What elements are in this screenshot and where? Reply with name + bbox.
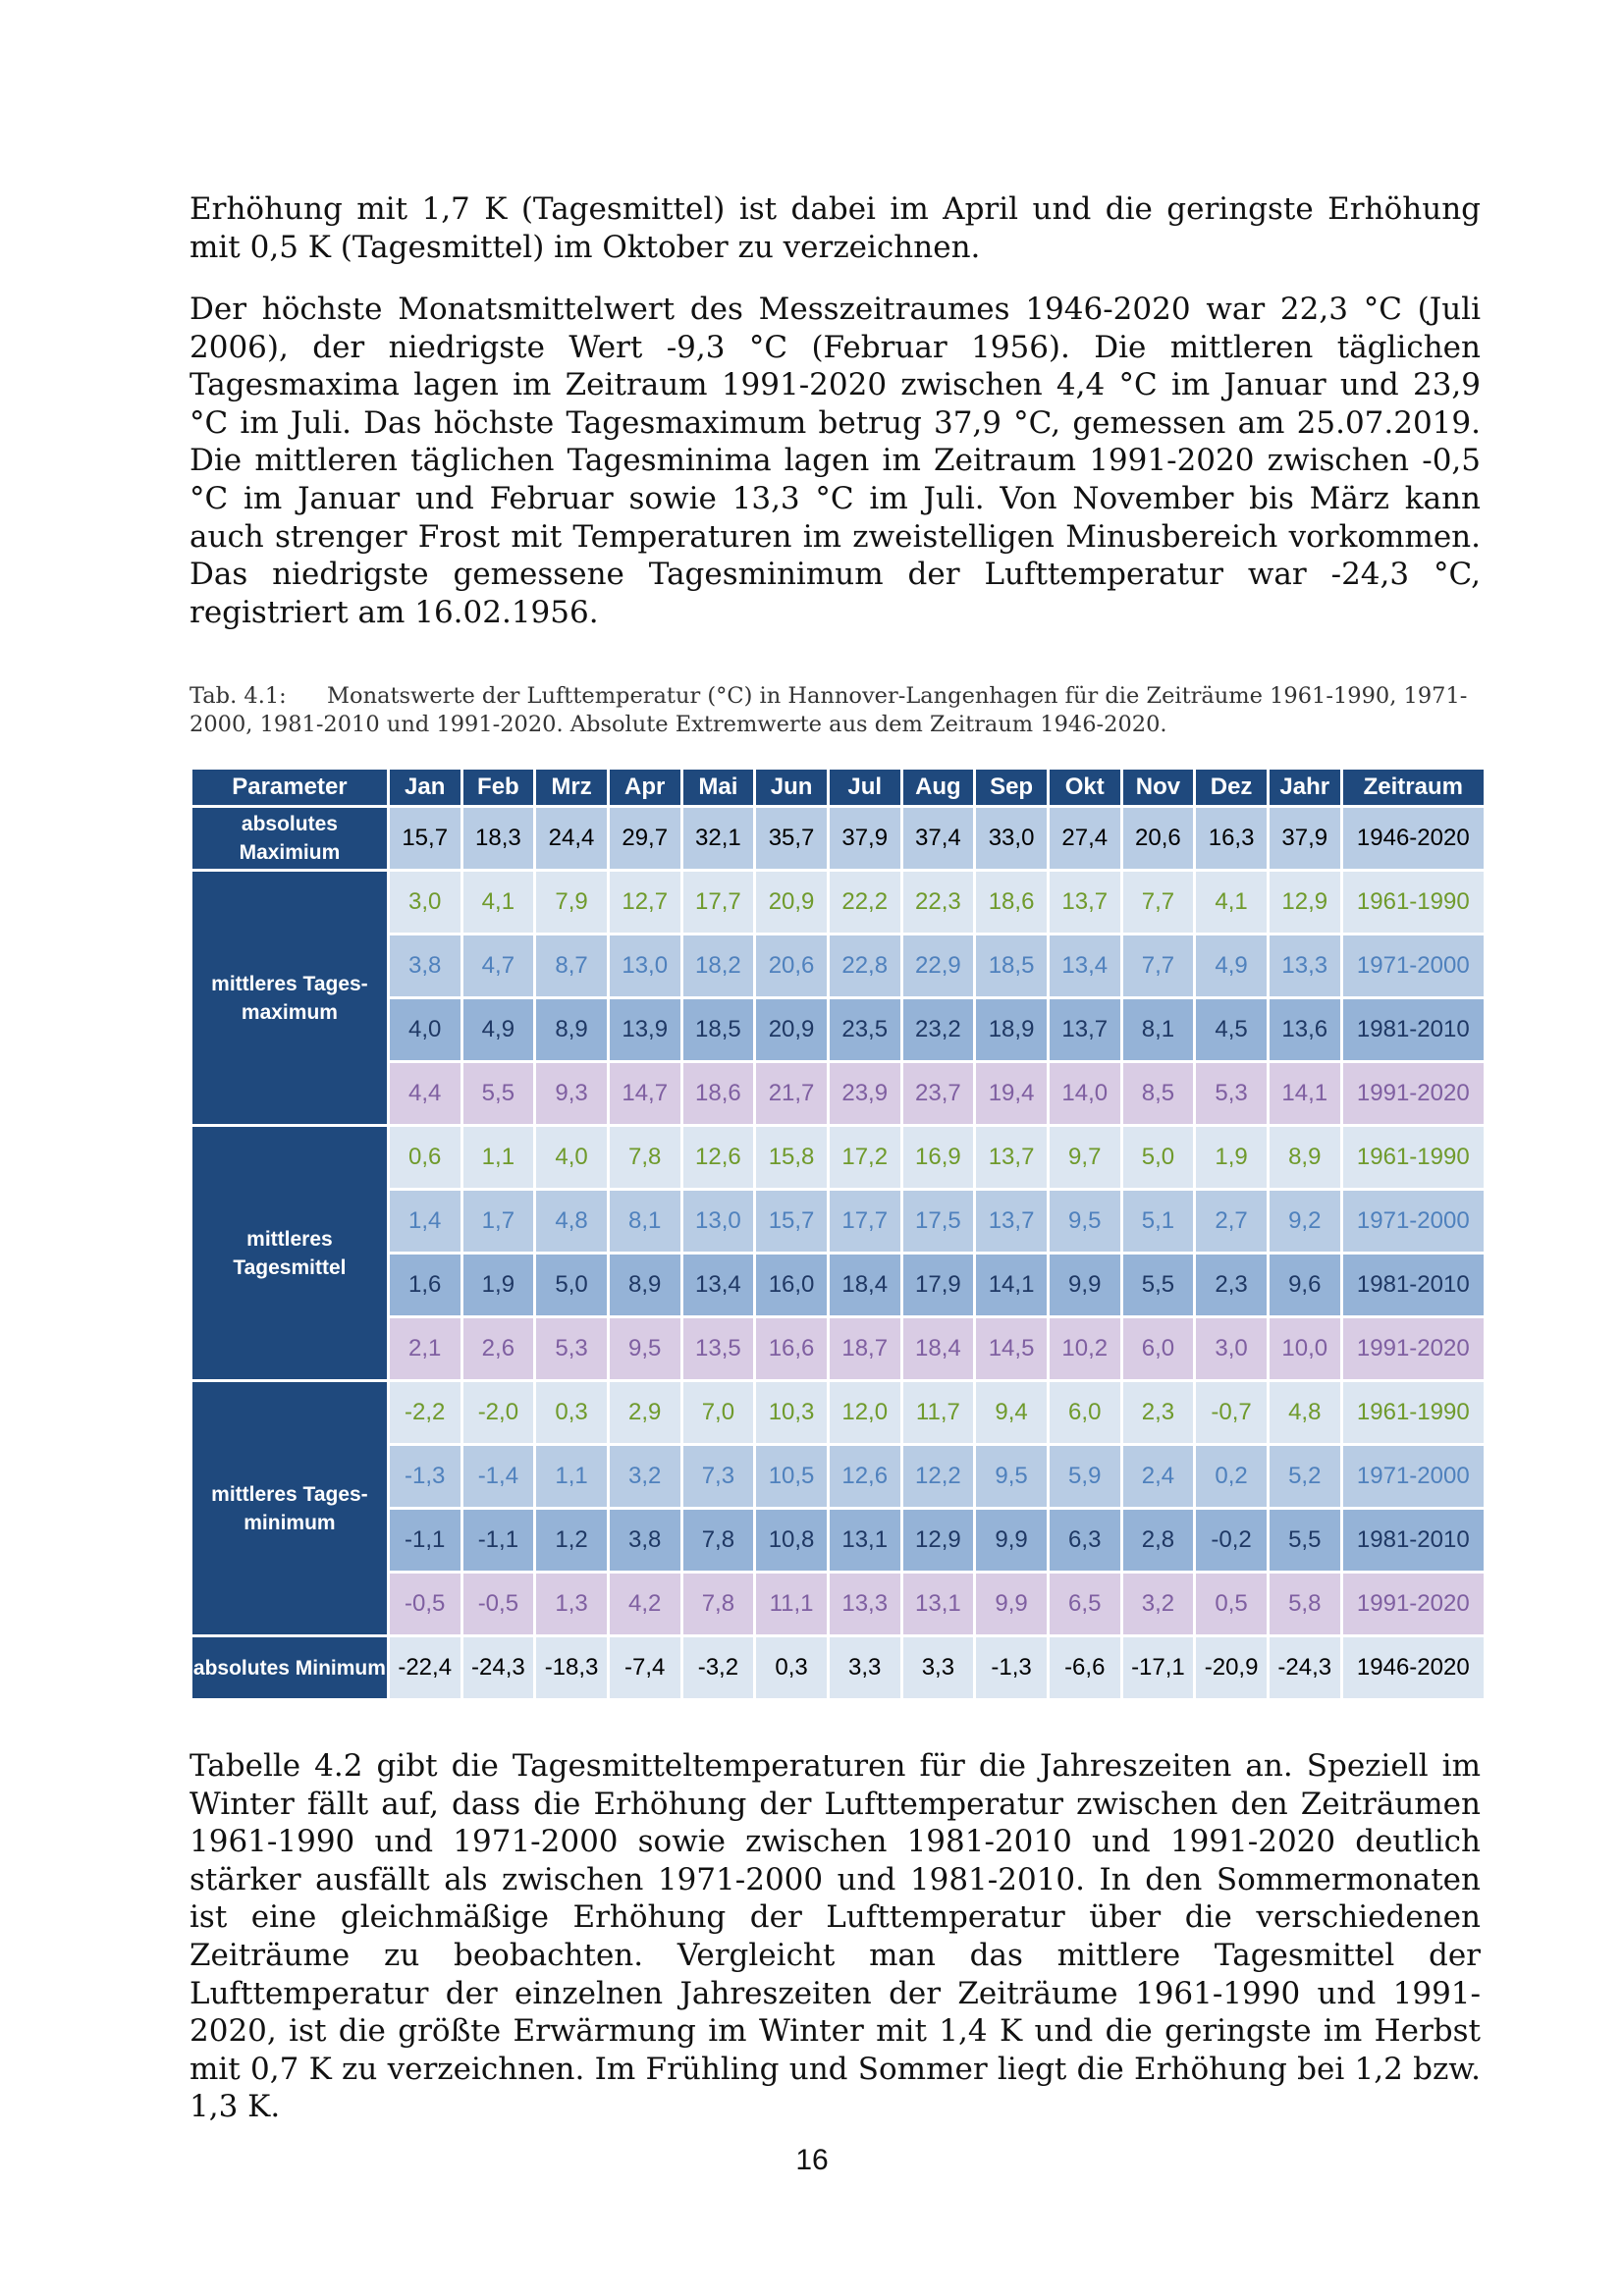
value-cell: 4,0 xyxy=(536,1127,607,1188)
group-label: mittleres Tages-minimum xyxy=(192,1382,387,1634)
table-row xyxy=(192,872,1484,933)
value-cell: 1,3 xyxy=(536,1574,607,1634)
header-cell: Parameter xyxy=(192,770,387,805)
value-cell: 5,9 xyxy=(1050,1446,1120,1507)
period-cell: 1961-1990 xyxy=(1343,1382,1484,1443)
header-cell: Feb xyxy=(463,770,534,805)
value-cell: -2,0 xyxy=(463,1382,534,1443)
value-cell: 17,7 xyxy=(683,872,754,933)
value-cell: 20,6 xyxy=(756,935,827,996)
value-cell: 2,1 xyxy=(390,1318,460,1379)
value-cell: 3,3 xyxy=(830,1637,900,1698)
value-cell: 10,3 xyxy=(756,1382,827,1443)
value-cell: 22,8 xyxy=(830,935,900,996)
caption-label: Tab. 4.1: xyxy=(189,683,287,709)
period-cell: 1946-2020 xyxy=(1343,1637,1484,1698)
value-cell: 4,1 xyxy=(463,872,534,933)
value-cell: 8,1 xyxy=(1123,999,1194,1060)
value-cell: 18,9 xyxy=(976,999,1047,1060)
value-cell: 5,0 xyxy=(536,1255,607,1315)
value-cell: 13,3 xyxy=(830,1574,900,1634)
value-cell: 9,6 xyxy=(1270,1255,1340,1315)
value-cell: -0,5 xyxy=(390,1574,460,1634)
value-cell: 17,5 xyxy=(903,1191,974,1252)
value-cell: 13,4 xyxy=(1050,935,1120,996)
value-cell: 3,0 xyxy=(390,872,460,933)
value-cell: 1,4 xyxy=(390,1191,460,1252)
value-cell: 20,9 xyxy=(756,872,827,933)
value-cell: 16,3 xyxy=(1196,808,1267,869)
header-cell: Nov xyxy=(1123,770,1194,805)
value-cell: 0,3 xyxy=(536,1382,607,1443)
value-cell: 18,5 xyxy=(683,999,754,1060)
value-cell: 11,1 xyxy=(756,1574,827,1634)
value-cell: 7,7 xyxy=(1123,872,1194,933)
value-cell: 32,1 xyxy=(683,808,754,869)
value-cell: 37,9 xyxy=(1270,808,1340,869)
value-cell: 18,4 xyxy=(830,1255,900,1315)
caption-text: Monatswerte der Lufttemperatur (°C) in Hannover-Langenhagen für die Zeiträume 1961-1990, 1971-2000, 1981-2010 und 1991-2020. Absolute Extremwerte aus dem Zeitraum 1946-2020. xyxy=(189,683,1468,737)
value-cell: -0,5 xyxy=(463,1574,534,1634)
value-cell: 16,9 xyxy=(903,1127,974,1188)
value-cell: 4,1 xyxy=(1196,872,1267,933)
value-cell: 4,5 xyxy=(1196,999,1267,1060)
value-cell: -1,3 xyxy=(390,1446,460,1507)
value-cell: 2,6 xyxy=(463,1318,534,1379)
value-cell: -24,3 xyxy=(463,1637,534,1698)
value-cell: 33,0 xyxy=(976,808,1047,869)
value-cell: 8,7 xyxy=(536,935,607,996)
value-cell: -17,1 xyxy=(1123,1637,1194,1698)
value-cell: 5,5 xyxy=(463,1063,534,1124)
value-cell: 37,4 xyxy=(903,808,974,869)
value-cell: 21,7 xyxy=(756,1063,827,1124)
value-cell: 9,9 xyxy=(976,1574,1047,1634)
value-cell: 4,9 xyxy=(463,999,534,1060)
value-cell: 3,3 xyxy=(903,1637,974,1698)
value-cell: 1,9 xyxy=(463,1255,534,1315)
value-cell: 9,5 xyxy=(610,1318,680,1379)
table-caption xyxy=(189,682,1481,739)
value-cell: 12,0 xyxy=(830,1382,900,1443)
table-row xyxy=(192,1382,1484,1443)
period-cell: 1981-2010 xyxy=(1343,1510,1484,1571)
value-cell: 3,0 xyxy=(1196,1318,1267,1379)
value-cell: 13,7 xyxy=(976,1127,1047,1188)
value-cell: 9,5 xyxy=(976,1446,1047,1507)
value-cell: 23,2 xyxy=(903,999,974,1060)
value-cell: 14,5 xyxy=(976,1318,1047,1379)
value-cell: 2,3 xyxy=(1123,1382,1194,1443)
value-cell: -18,3 xyxy=(536,1637,607,1698)
period-cell: 1991-2020 xyxy=(1343,1574,1484,1634)
value-cell: 12,6 xyxy=(683,1127,754,1188)
value-cell: 3,2 xyxy=(1123,1574,1194,1634)
value-cell: 1,1 xyxy=(536,1446,607,1507)
value-cell: 4,0 xyxy=(390,999,460,1060)
value-cell: 15,7 xyxy=(756,1191,827,1252)
period-cell: 1971-2000 xyxy=(1343,935,1484,996)
value-cell: -0,2 xyxy=(1196,1510,1267,1571)
period-cell: 1981-2010 xyxy=(1343,1255,1484,1315)
header-cell: Sep xyxy=(976,770,1047,805)
value-cell: 15,8 xyxy=(756,1127,827,1188)
period-cell: 1981-2010 xyxy=(1343,999,1484,1060)
value-cell: 18,6 xyxy=(976,872,1047,933)
value-cell: 29,7 xyxy=(610,808,680,869)
value-cell: 12,6 xyxy=(830,1446,900,1507)
value-cell: 37,9 xyxy=(830,808,900,869)
value-cell: 5,0 xyxy=(1123,1127,1194,1188)
value-cell: 17,7 xyxy=(830,1191,900,1252)
value-cell: 16,6 xyxy=(756,1318,827,1379)
value-cell: 8,1 xyxy=(610,1191,680,1252)
value-cell: 14,0 xyxy=(1050,1063,1120,1124)
value-cell: 18,6 xyxy=(683,1063,754,1124)
value-cell: 13,7 xyxy=(1050,872,1120,933)
value-cell: 7,0 xyxy=(683,1382,754,1443)
value-cell: 0,3 xyxy=(756,1637,827,1698)
paragraph-mid: Der höchste Monatsmittelwert des Messzeitraumes 1946-2020 war 22,3 °C (Juli 2006), der niedrigste Wert -9,3 °C (Februar 1956). Die mittleren täglichen Tagesmaxima lagen im Zeitraum 1991-2020 zwischen 4,4 °C im Januar und 23,9 °C im Juli. Das höchste Tagesmaximum betrug 37,9 °C, gemessen am 25.07.2019. Die mittleren täglichen Tagesminima lagen im Zeitraum 1991-2020 zwischen -0,5 °C im Januar und Februar sowie 13,3 °C im Juli. Von November bis März kann auch strenger Frost mit Temperaturen im zweistelligen Minusbereich vorkommen. Das niedrigste gemessene Tagesminimum der Lufttemperatur war -24,3 °C, registriert am 16.02.1956. xyxy=(189,292,1481,630)
value-cell: 12,7 xyxy=(610,872,680,933)
value-cell: 3,8 xyxy=(390,935,460,996)
period-cell: 1991-2020 xyxy=(1343,1063,1484,1124)
value-cell: 14,1 xyxy=(976,1255,1047,1315)
value-cell: 18,2 xyxy=(683,935,754,996)
table-header-row xyxy=(192,770,1484,805)
value-cell: 8,9 xyxy=(1270,1127,1340,1188)
value-cell: 13,0 xyxy=(683,1191,754,1252)
period-cell: 1961-1990 xyxy=(1343,872,1484,933)
value-cell: 27,4 xyxy=(1050,808,1120,869)
value-cell: 35,7 xyxy=(756,808,827,869)
row-label: absolutes Minimum xyxy=(192,1637,387,1698)
value-cell: 10,2 xyxy=(1050,1318,1120,1379)
value-cell: 15,7 xyxy=(390,808,460,869)
value-cell: 8,9 xyxy=(536,999,607,1060)
value-cell: 1,6 xyxy=(390,1255,460,1315)
value-cell: 22,3 xyxy=(903,872,974,933)
table-row xyxy=(192,1127,1484,1188)
value-cell: 1,7 xyxy=(463,1191,534,1252)
value-cell: 24,4 xyxy=(536,808,607,869)
value-cell: 9,9 xyxy=(976,1510,1047,1571)
value-cell: 12,9 xyxy=(1270,872,1340,933)
value-cell: 18,3 xyxy=(463,808,534,869)
value-cell: -24,3 xyxy=(1270,1637,1340,1698)
value-cell: -3,2 xyxy=(683,1637,754,1698)
value-cell: 18,7 xyxy=(830,1318,900,1379)
value-cell: -0,7 xyxy=(1196,1382,1267,1443)
value-cell: 22,2 xyxy=(830,872,900,933)
table-body xyxy=(192,808,1484,1698)
value-cell: 4,9 xyxy=(1196,935,1267,996)
value-cell: 17,9 xyxy=(903,1255,974,1315)
value-cell: 7,9 xyxy=(536,872,607,933)
value-cell: 9,4 xyxy=(976,1382,1047,1443)
value-cell: 19,4 xyxy=(976,1063,1047,1124)
value-cell: 18,5 xyxy=(976,935,1047,996)
value-cell: 3,8 xyxy=(610,1510,680,1571)
header-cell: Jan xyxy=(390,770,460,805)
header-cell: Mrz xyxy=(536,770,607,805)
value-cell: 0,2 xyxy=(1196,1446,1267,1507)
value-cell: 20,9 xyxy=(756,999,827,1060)
value-cell: -1,4 xyxy=(463,1446,534,1507)
paragraph-top: Erhöhung mit 1,7 K (Tagesmittel) ist dabei im April und die geringste Erhöhung mit 0,5 K (Tagesmittel) im Oktober zu verzeichnen. xyxy=(189,191,1481,265)
value-cell: 4,8 xyxy=(1270,1382,1340,1443)
group-label: mittleres Tagesmittel xyxy=(192,1127,387,1379)
period-cell: 1946-2020 xyxy=(1343,808,1484,869)
value-cell: 2,8 xyxy=(1123,1510,1194,1571)
value-cell: 5,2 xyxy=(1270,1446,1340,1507)
period-cell: 1971-2000 xyxy=(1343,1446,1484,1507)
value-cell: 0,5 xyxy=(1196,1574,1267,1634)
value-cell: 23,5 xyxy=(830,999,900,1060)
value-cell: -1,1 xyxy=(463,1510,534,1571)
value-cell: 13,4 xyxy=(683,1255,754,1315)
value-cell: -1,3 xyxy=(976,1637,1047,1698)
header-cell: Apr xyxy=(610,770,680,805)
value-cell: 13,7 xyxy=(1050,999,1120,1060)
value-cell: 4,2 xyxy=(610,1574,680,1634)
value-cell: 11,7 xyxy=(903,1382,974,1443)
value-cell: 12,2 xyxy=(903,1446,974,1507)
page-number: 16 xyxy=(795,2144,829,2176)
value-cell: 5,5 xyxy=(1270,1510,1340,1571)
table-row xyxy=(192,1637,1484,1698)
value-cell: 8,5 xyxy=(1123,1063,1194,1124)
header-cell: Dez xyxy=(1196,770,1267,805)
value-cell: 7,8 xyxy=(610,1127,680,1188)
value-cell: 3,2 xyxy=(610,1446,680,1507)
table-row xyxy=(192,808,1484,869)
value-cell: 5,5 xyxy=(1123,1255,1194,1315)
value-cell: 7,7 xyxy=(1123,935,1194,996)
value-cell: 13,9 xyxy=(610,999,680,1060)
value-cell: 13,0 xyxy=(610,935,680,996)
value-cell: 17,2 xyxy=(830,1127,900,1188)
value-cell: 14,1 xyxy=(1270,1063,1340,1124)
value-cell: 5,3 xyxy=(536,1318,607,1379)
value-cell: 12,9 xyxy=(903,1510,974,1571)
group-label: mittleres Tages-maximum xyxy=(192,872,387,1124)
value-cell: 7,8 xyxy=(683,1574,754,1634)
value-cell: 16,0 xyxy=(756,1255,827,1315)
value-cell: -20,9 xyxy=(1196,1637,1267,1698)
value-cell: 9,9 xyxy=(1050,1255,1120,1315)
value-cell: 6,3 xyxy=(1050,1510,1120,1571)
value-cell: 22,9 xyxy=(903,935,974,996)
value-cell: 4,4 xyxy=(390,1063,460,1124)
value-cell: 10,0 xyxy=(1270,1318,1340,1379)
value-cell: 8,9 xyxy=(610,1255,680,1315)
value-cell: 10,5 xyxy=(756,1446,827,1507)
value-cell: 9,3 xyxy=(536,1063,607,1124)
value-cell: 2,4 xyxy=(1123,1446,1194,1507)
value-cell: 13,1 xyxy=(903,1574,974,1634)
header-cell: Jahr xyxy=(1270,770,1340,805)
header-cell: Jun xyxy=(756,770,827,805)
value-cell: 6,5 xyxy=(1050,1574,1120,1634)
value-cell: 4,7 xyxy=(463,935,534,996)
value-cell: -6,6 xyxy=(1050,1637,1120,1698)
value-cell: 20,6 xyxy=(1123,808,1194,869)
value-cell: 9,7 xyxy=(1050,1127,1120,1188)
value-cell: 9,2 xyxy=(1270,1191,1340,1252)
header-cell: Aug xyxy=(903,770,974,805)
value-cell: 6,0 xyxy=(1050,1382,1120,1443)
value-cell: 1,1 xyxy=(463,1127,534,1188)
row-label: absolutes Maximium xyxy=(192,808,387,869)
value-cell: 2,3 xyxy=(1196,1255,1267,1315)
value-cell: 7,3 xyxy=(683,1446,754,1507)
value-cell: 13,5 xyxy=(683,1318,754,1379)
value-cell: 23,7 xyxy=(903,1063,974,1124)
value-cell: 1,2 xyxy=(536,1510,607,1571)
value-cell: 10,8 xyxy=(756,1510,827,1571)
value-cell: 5,1 xyxy=(1123,1191,1194,1252)
value-cell: 6,0 xyxy=(1123,1318,1194,1379)
value-cell: 13,1 xyxy=(830,1510,900,1571)
value-cell: 18,4 xyxy=(903,1318,974,1379)
header-cell: Jul xyxy=(830,770,900,805)
value-cell: 1,9 xyxy=(1196,1127,1267,1188)
value-cell: 4,8 xyxy=(536,1191,607,1252)
header-cell: Okt xyxy=(1050,770,1120,805)
value-cell: 0,6 xyxy=(390,1127,460,1188)
temperature-table xyxy=(189,767,1487,1701)
period-cell: 1971-2000 xyxy=(1343,1191,1484,1252)
value-cell: 2,7 xyxy=(1196,1191,1267,1252)
value-cell: 13,3 xyxy=(1270,935,1340,996)
value-cell: 7,8 xyxy=(683,1510,754,1571)
period-cell: 1961-1990 xyxy=(1343,1127,1484,1188)
value-cell: 5,8 xyxy=(1270,1574,1340,1634)
value-cell: 5,3 xyxy=(1196,1063,1267,1124)
paragraph-bottom: Tabelle 4.2 gibt die Tagesmitteltemperaturen für die Jahreszeiten an. Speziell im Winter fällt auf, dass die Erhöhung der Lufttemperatur zwischen den Zeiträumen 1961-1990 und 1971-2000 sowie zwischen 1981-2010 und 1991-2020 deutlich stärker ausfällt als zwischen 1971-2000 und 1981-2010. In den Sommermonaten ist eine gleichmäßige Erhöhung der Lufttemperatur über die verschiedenen Zeiträume zu beobachten. Vergleicht man das mittlere Tagesmittel der Lufttemperatur der einzelnen Jahreszeiten der Zeiträume 1961-1990 und 1991-2020, ist die größte Erwärmung im Winter mit 1,4 K und die geringste im Herbst mit 0,7 K zu verzeichnen. Im Frühling und Sommer liegt die Erhöhung bei 1,2 bzw. 1,3 K. xyxy=(189,1748,1481,2125)
value-cell: -1,1 xyxy=(390,1510,460,1571)
header-cell: Mai xyxy=(683,770,754,805)
value-cell: 9,5 xyxy=(1050,1191,1120,1252)
value-cell: 14,7 xyxy=(610,1063,680,1124)
value-cell: 13,7 xyxy=(976,1191,1047,1252)
header-cell: Zeitraum xyxy=(1343,770,1484,805)
value-cell: -22,4 xyxy=(390,1637,460,1698)
period-cell: 1991-2020 xyxy=(1343,1318,1484,1379)
value-cell: -7,4 xyxy=(610,1637,680,1698)
value-cell: 2,9 xyxy=(610,1382,680,1443)
value-cell: -2,2 xyxy=(390,1382,460,1443)
value-cell: 23,9 xyxy=(830,1063,900,1124)
value-cell: 13,6 xyxy=(1270,999,1340,1060)
